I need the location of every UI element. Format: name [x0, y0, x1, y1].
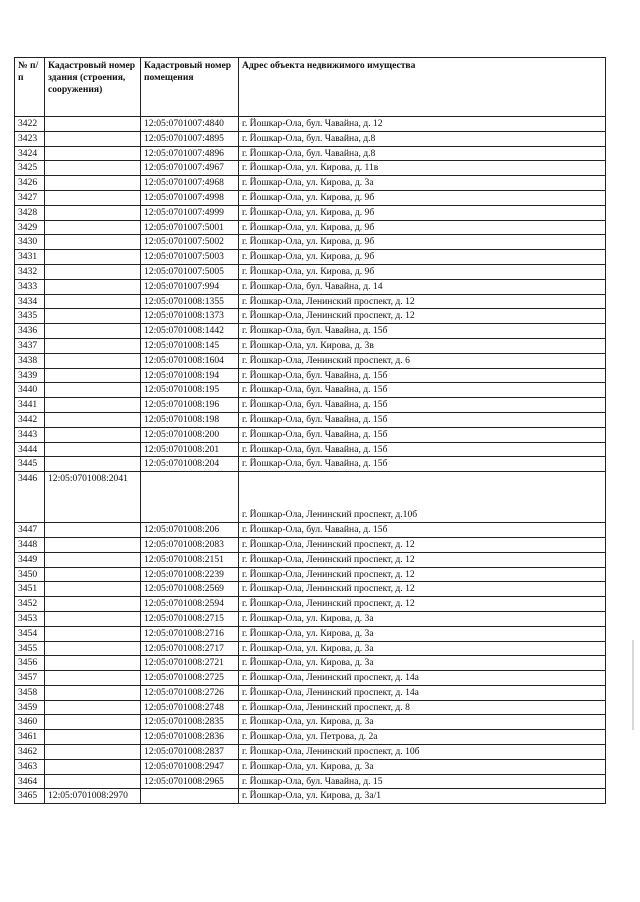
- address-cell: г. Йошкар-Ола, ул. Кирова, д. 9б: [239, 264, 606, 279]
- premises-cadastral-cell: 12:05:0701008:206: [141, 523, 239, 538]
- address-cell: г. Йошкар-Ола, бул. Чавайна, д. 14: [239, 279, 606, 294]
- address-cell: г. Йошкар-Ола, Ленинский проспект, д. 14а: [239, 685, 606, 700]
- building-cadastral-cell: [45, 235, 141, 250]
- building-cadastral-cell: [45, 250, 141, 265]
- building-cadastral-cell: [45, 685, 141, 700]
- building-cadastral-cell: [45, 582, 141, 597]
- table-row: [15, 264, 606, 279]
- address-cell: г. Йошкар-Ола, ул. Кирова, д. 3в: [239, 338, 606, 353]
- building-cadastral-cell: [45, 368, 141, 383]
- table-row: [15, 309, 606, 324]
- premises-cadastral-cell: 12:05:0701007:4896: [141, 146, 239, 161]
- row-number-cell: 3422: [15, 117, 45, 132]
- table-row: [15, 611, 606, 626]
- table-row: [15, 427, 606, 442]
- table-row: [15, 537, 606, 552]
- premises-cadastral-cell: 12:05:0701008:2083: [141, 537, 239, 552]
- building-cadastral-cell: [45, 567, 141, 582]
- building-cadastral-cell: [45, 552, 141, 567]
- table-row: [15, 161, 606, 176]
- table-row: [15, 552, 606, 567]
- address-cell: г. Йошкар-Ола, Ленинский проспект, д. 10б: [239, 745, 606, 760]
- address-cell: г. Йошкар-Ола, Ленинский проспект, д.10б: [239, 472, 606, 523]
- building-cadastral-cell: [45, 383, 141, 398]
- row-number-cell: 3454: [15, 626, 45, 641]
- building-cadastral-cell: [45, 427, 141, 442]
- table-row: [15, 442, 606, 457]
- building-cadastral-cell: [45, 611, 141, 626]
- premises-cadastral-cell: 12:05:0701007:4895: [141, 131, 239, 146]
- row-number-cell: 3437: [15, 338, 45, 353]
- building-cadastral-cell: [45, 117, 141, 132]
- row-number-cell: 3445: [15, 457, 45, 472]
- row-number-cell: 3458: [15, 685, 45, 700]
- table-row: [15, 117, 606, 132]
- table-row: [15, 457, 606, 472]
- row-number-cell: 3456: [15, 656, 45, 671]
- row-number-cell: 3423: [15, 131, 45, 146]
- address-cell: г. Йошкар-Ола, Ленинский проспект, д. 12: [239, 537, 606, 552]
- address-cell: г. Йошкар-Ола, Ленинский проспект, д. 8: [239, 700, 606, 715]
- address-cell: г. Йошкар-Ола, ул. Кирова, д. 3а: [239, 176, 606, 191]
- row-number-cell: 3443: [15, 427, 45, 442]
- table-row: [15, 294, 606, 309]
- premises-cadastral-cell: [141, 789, 239, 804]
- row-number-cell: 3451: [15, 582, 45, 597]
- premises-cadastral-cell: 12:05:0701008:2721: [141, 656, 239, 671]
- building-cadastral-cell: [45, 161, 141, 176]
- address-cell: г. Йошкар-Ола, бул. Чавайна, д. 15б: [239, 383, 606, 398]
- table-row: [15, 235, 606, 250]
- premises-cadastral-cell: 12:05:0701008:1442: [141, 324, 239, 339]
- premises-cadastral-cell: 12:05:0701008:198: [141, 412, 239, 427]
- scan-edge-mark: [632, 640, 634, 730]
- address-cell: г. Йошкар-Ола, Ленинский проспект, д. 12: [239, 294, 606, 309]
- address-cell: г. Йошкар-Ола, ул. Кирова, д. 3а: [239, 641, 606, 656]
- address-cell: г. Йошкар-Ола, бул. Чавайна, д. 15б: [239, 442, 606, 457]
- premises-cadastral-cell: 12:05:0701008:1604: [141, 353, 239, 368]
- table-row: [15, 789, 606, 804]
- header-num: № п/п: [15, 58, 45, 117]
- table-row: [15, 700, 606, 715]
- premises-cadastral-cell: [141, 472, 239, 523]
- table-row: [15, 146, 606, 161]
- premises-cadastral-cell: 12:05:0701008:2239: [141, 567, 239, 582]
- table-row: [15, 745, 606, 760]
- row-number-cell: 3442: [15, 412, 45, 427]
- premises-cadastral-cell: 12:05:0701008:200: [141, 427, 239, 442]
- table-row: [15, 567, 606, 582]
- address-cell: г. Йошкар-Ола, Ленинский проспект, д. 12: [239, 582, 606, 597]
- row-number-cell: 3444: [15, 442, 45, 457]
- table-row: [15, 671, 606, 686]
- table-row: [15, 597, 606, 612]
- address-cell: г. Йошкар-Ола, ул. Кирова, д. 9б: [239, 205, 606, 220]
- address-cell: г. Йошкар-Ола, Ленинский проспект, д. 6: [239, 353, 606, 368]
- table-row: [15, 582, 606, 597]
- table-row: [15, 368, 606, 383]
- premises-cadastral-cell: 12:05:0701007:4998: [141, 190, 239, 205]
- building-cadastral-cell: [45, 537, 141, 552]
- row-number-cell: 3436: [15, 324, 45, 339]
- row-number-cell: 3450: [15, 567, 45, 582]
- building-cadastral-cell: [45, 353, 141, 368]
- row-number-cell: 3452: [15, 597, 45, 612]
- address-cell: г. Йошкар-Ола, ул. Кирова, д. 3а: [239, 626, 606, 641]
- address-cell: г. Йошкар-Ола, бул. Чавайна, д. 15б: [239, 427, 606, 442]
- address-cell: г. Йошкар-Ола, ул. Петрова, д. 2а: [239, 730, 606, 745]
- row-number-cell: 3432: [15, 264, 45, 279]
- building-cadastral-cell: [45, 220, 141, 235]
- table-row: [15, 220, 606, 235]
- premises-cadastral-cell: 12:05:0701008:2947: [141, 759, 239, 774]
- row-number-cell: 3441: [15, 398, 45, 413]
- header-address: Адрес объекта недвижимого имущества: [239, 58, 606, 117]
- table-row: [15, 715, 606, 730]
- address-cell: г. Йошкар-Ола, ул. Кирова, д. 3а: [239, 611, 606, 626]
- address-cell: г. Йошкар-Ола, бул. Чавайна, д.8: [239, 146, 606, 161]
- table-row: [15, 383, 606, 398]
- building-cadastral-cell: [45, 671, 141, 686]
- address-cell: г. Йошкар-Ола, бул. Чавайна, д. 15б: [239, 324, 606, 339]
- premises-cadastral-cell: 12:05:0701008:2748: [141, 700, 239, 715]
- table-row: [15, 626, 606, 641]
- table-row: [15, 412, 606, 427]
- premises-cadastral-cell: 12:05:0701008:145: [141, 338, 239, 353]
- premises-cadastral-cell: 12:05:0701008:2835: [141, 715, 239, 730]
- premises-cadastral-cell: 12:05:0701008:204: [141, 457, 239, 472]
- premises-cadastral-cell: 12:05:0701008:195: [141, 383, 239, 398]
- row-number-cell: 3435: [15, 309, 45, 324]
- row-number-cell: 3465: [15, 789, 45, 804]
- address-cell: г. Йошкар-Ола, бул. Чавайна, д. 15б: [239, 398, 606, 413]
- building-cadastral-cell: [45, 597, 141, 612]
- address-cell: г. Йошкар-Ола, ул. Кирова, д. 9б: [239, 190, 606, 205]
- row-number-cell: 3424: [15, 146, 45, 161]
- building-cadastral-cell: [45, 759, 141, 774]
- table-row: [15, 398, 606, 413]
- row-number-cell: 3462: [15, 745, 45, 760]
- premises-cadastral-cell: 12:05:0701008:194: [141, 368, 239, 383]
- address-cell: г. Йошкар-Ола, ул. Кирова, д. 3а: [239, 715, 606, 730]
- premises-cadastral-cell: 12:05:0701007:5005: [141, 264, 239, 279]
- row-number-cell: 3461: [15, 730, 45, 745]
- table-row: [15, 523, 606, 538]
- premises-cadastral-cell: 12:05:0701008:2965: [141, 774, 239, 789]
- building-cadastral-cell: [45, 398, 141, 413]
- building-cadastral-cell: [45, 715, 141, 730]
- table-row: [15, 190, 606, 205]
- row-number-cell: 3426: [15, 176, 45, 191]
- premises-cadastral-cell: 12:05:0701007:4999: [141, 205, 239, 220]
- address-cell: г. Йошкар-Ола, бул. Чавайна, д. 15б: [239, 523, 606, 538]
- premises-cadastral-cell: 12:05:0701008:2594: [141, 597, 239, 612]
- address-cell: г. Йошкар-Ола, ул. Кирова, д. 9б: [239, 220, 606, 235]
- table-header-row: [15, 58, 606, 117]
- building-cadastral-cell: [45, 656, 141, 671]
- premises-cadastral-cell: 12:05:0701008:2716: [141, 626, 239, 641]
- premises-cadastral-cell: 12:05:0701008:201: [141, 442, 239, 457]
- table-row: [15, 353, 606, 368]
- building-cadastral-cell: [45, 146, 141, 161]
- row-number-cell: 3430: [15, 235, 45, 250]
- building-cadastral-cell: [45, 279, 141, 294]
- row-number-cell: 3440: [15, 383, 45, 398]
- row-number-cell: 3446: [15, 472, 45, 523]
- table-row: [15, 472, 606, 523]
- building-cadastral-cell: [45, 457, 141, 472]
- address-cell: г. Йошкар-Ола, ул. Кирова, д. 3а/1: [239, 789, 606, 804]
- table-row: [15, 656, 606, 671]
- row-number-cell: 3433: [15, 279, 45, 294]
- row-number-cell: 3449: [15, 552, 45, 567]
- row-number-cell: 3431: [15, 250, 45, 265]
- premises-cadastral-cell: 12:05:0701008:1373: [141, 309, 239, 324]
- address-cell: г. Йошкар-Ола, Ленинский проспект, д. 12: [239, 309, 606, 324]
- address-cell: г. Йошкар-Ола, бул. Чавайна, д.8: [239, 131, 606, 146]
- premises-cadastral-cell: 12:05:0701007:994: [141, 279, 239, 294]
- premises-cadastral-cell: 12:05:0701008:2151: [141, 552, 239, 567]
- building-cadastral-cell: [45, 626, 141, 641]
- building-cadastral-cell: [45, 190, 141, 205]
- address-cell: г. Йошкар-Ола, Ленинский проспект, д. 12: [239, 597, 606, 612]
- building-cadastral-cell: [45, 264, 141, 279]
- row-number-cell: 3427: [15, 190, 45, 205]
- building-cadastral-cell: 12:05:0701008:2041: [45, 472, 141, 523]
- row-number-cell: 3428: [15, 205, 45, 220]
- premises-cadastral-cell: 12:05:0701008:2715: [141, 611, 239, 626]
- table-row: [15, 324, 606, 339]
- premises-cadastral-cell: 12:05:0701008:2569: [141, 582, 239, 597]
- row-number-cell: 3429: [15, 220, 45, 235]
- address-cell: г. Йошкар-Ола, ул. Кирова, д. 11в: [239, 161, 606, 176]
- table-row: [15, 685, 606, 700]
- row-number-cell: 3455: [15, 641, 45, 656]
- premises-cadastral-cell: 12:05:0701008:2725: [141, 671, 239, 686]
- building-cadastral-cell: [45, 641, 141, 656]
- premises-cadastral-cell: 12:05:0701008:196: [141, 398, 239, 413]
- building-cadastral-cell: [45, 412, 141, 427]
- table-row: [15, 279, 606, 294]
- row-number-cell: 3463: [15, 759, 45, 774]
- address-cell: г. Йошкар-Ола, бул. Чавайна, д. 15б: [239, 368, 606, 383]
- building-cadastral-cell: [45, 176, 141, 191]
- table-row: [15, 338, 606, 353]
- registry-table: [14, 57, 606, 804]
- building-cadastral-cell: [45, 745, 141, 760]
- address-cell: г. Йошкар-Ола, бул. Чавайна, д. 15б: [239, 412, 606, 427]
- row-number-cell: 3453: [15, 611, 45, 626]
- address-cell: г. Йошкар-Ола, бул. Чавайна, д. 15б: [239, 457, 606, 472]
- building-cadastral-cell: [45, 700, 141, 715]
- table-row: [15, 641, 606, 656]
- table-row: [15, 176, 606, 191]
- row-number-cell: 3457: [15, 671, 45, 686]
- row-number-cell: 3448: [15, 537, 45, 552]
- table-row: [15, 131, 606, 146]
- table-row: [15, 759, 606, 774]
- building-cadastral-cell: [45, 205, 141, 220]
- building-cadastral-cell: [45, 294, 141, 309]
- row-number-cell: 3438: [15, 353, 45, 368]
- row-number-cell: 3459: [15, 700, 45, 715]
- table-row: [15, 205, 606, 220]
- row-number-cell: 3439: [15, 368, 45, 383]
- building-cadastral-cell: [45, 338, 141, 353]
- building-cadastral-cell: [45, 774, 141, 789]
- building-cadastral-cell: [45, 442, 141, 457]
- table-row: [15, 250, 606, 265]
- row-number-cell: 3434: [15, 294, 45, 309]
- premises-cadastral-cell: 12:05:0701008:2837: [141, 745, 239, 760]
- row-number-cell: 3425: [15, 161, 45, 176]
- premises-cadastral-cell: 12:05:0701007:5003: [141, 250, 239, 265]
- table-row: [15, 774, 606, 789]
- address-cell: г. Йошкар-Ола, ул. Кирова, д. 9б: [239, 235, 606, 250]
- premises-cadastral-cell: 12:05:0701007:4967: [141, 161, 239, 176]
- premises-cadastral-cell: 12:05:0701007:4840: [141, 117, 239, 132]
- building-cadastral-cell: [45, 324, 141, 339]
- premises-cadastral-cell: 12:05:0701008:2836: [141, 730, 239, 745]
- address-cell: г. Йошкар-Ола, бул. Чавайна, д. 12: [239, 117, 606, 132]
- header-premises-cadastral: Кадастровый номер помещения: [141, 58, 239, 117]
- premises-cadastral-cell: 12:05:0701007:4968: [141, 176, 239, 191]
- address-cell: г. Йошкар-Ола, бул. Чавайна, д. 15: [239, 774, 606, 789]
- premises-cadastral-cell: 12:05:0701007:5001: [141, 220, 239, 235]
- premises-cadastral-cell: 12:05:0701008:1355: [141, 294, 239, 309]
- address-cell: г. Йошкар-Ола, ул. Кирова, д. 3а: [239, 759, 606, 774]
- address-cell: г. Йошкар-Ола, Ленинский проспект, д. 14а: [239, 671, 606, 686]
- table-body: [15, 117, 606, 804]
- address-cell: г. Йошкар-Ола, Ленинский проспект, д. 12: [239, 552, 606, 567]
- row-number-cell: 3464: [15, 774, 45, 789]
- building-cadastral-cell: 12:05:0701008:2970: [45, 789, 141, 804]
- row-number-cell: 3460: [15, 715, 45, 730]
- premises-cadastral-cell: 12:05:0701007:5002: [141, 235, 239, 250]
- building-cadastral-cell: [45, 131, 141, 146]
- premises-cadastral-cell: 12:05:0701008:2726: [141, 685, 239, 700]
- address-cell: г. Йошкар-Ола, ул. Кирова, д. 9б: [239, 250, 606, 265]
- address-cell: г. Йошкар-Ола, Ленинский проспект, д. 12: [239, 567, 606, 582]
- premises-cadastral-cell: 12:05:0701008:2717: [141, 641, 239, 656]
- address-cell: г. Йошкар-Ола, ул. Кирова, д. 3а: [239, 656, 606, 671]
- header-building-cadastral: Кадастровый номер здания (строения, сооружения): [45, 58, 141, 117]
- building-cadastral-cell: [45, 523, 141, 538]
- table-row: [15, 730, 606, 745]
- building-cadastral-cell: [45, 730, 141, 745]
- row-number-cell: 3447: [15, 523, 45, 538]
- building-cadastral-cell: [45, 309, 141, 324]
